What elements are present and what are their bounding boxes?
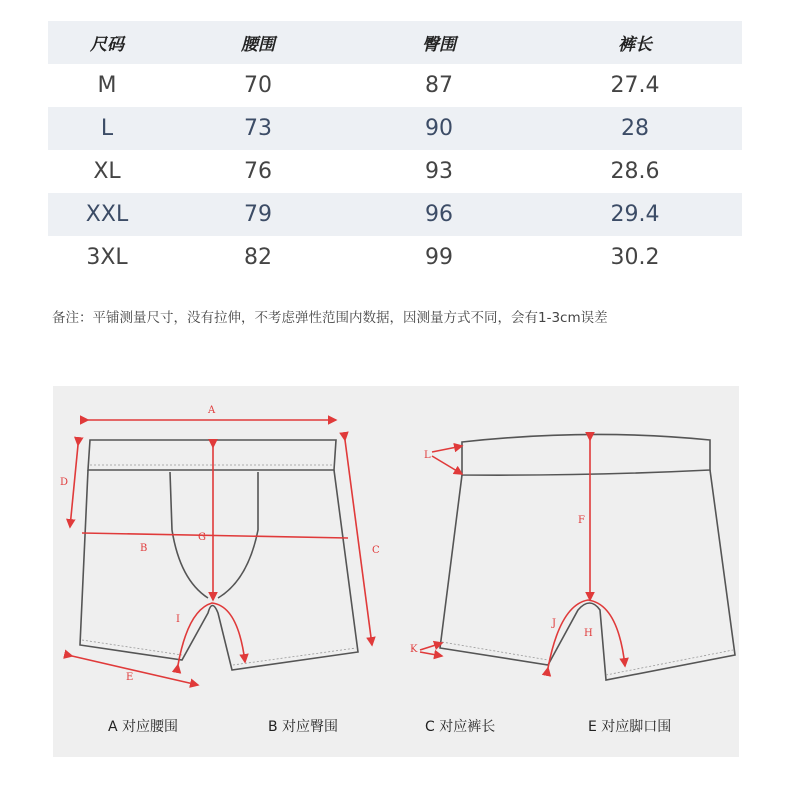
- label-j: J: [552, 618, 557, 629]
- label-d: D: [60, 477, 69, 488]
- label-g: G: [198, 532, 206, 543]
- length-cell: 28: [621, 116, 649, 141]
- length-cell: 29.4: [610, 202, 660, 227]
- caption-leg-opening: E 对应脚口围: [588, 719, 672, 735]
- header-size: 尺码: [90, 35, 124, 55]
- caption-waist: A 对应腰围: [108, 719, 179, 735]
- size-cell: 3XL: [86, 245, 128, 270]
- caption-length: C 对应裤长: [425, 719, 496, 735]
- measurement-note: 备注：平铺测量尺寸，没有拉伸，不考虑弹性范围内数据，因测量方式不同，会有1-3cm误差: [52, 310, 608, 326]
- size-cell: XL: [93, 159, 121, 184]
- table-header: [48, 21, 742, 64]
- waist-cell: 73: [244, 116, 272, 141]
- label-c: C: [372, 545, 380, 556]
- waist-cell: 79: [244, 202, 272, 227]
- length-cell: 28.6: [610, 159, 660, 184]
- diagram-panel: [53, 386, 739, 757]
- length-cell: 27.4: [610, 73, 660, 98]
- hip-cell: 90: [425, 116, 453, 141]
- hip-cell: 99: [425, 245, 453, 270]
- table-row: [48, 236, 742, 279]
- label-a: A: [208, 405, 216, 416]
- size-cell: M: [97, 73, 117, 98]
- header-waist: 腰围: [241, 35, 275, 55]
- waist-cell: 70: [244, 73, 272, 98]
- label-l: L: [424, 450, 431, 461]
- waist-cell: 82: [244, 245, 272, 270]
- table-row: [48, 193, 742, 236]
- hip-cell: 93: [425, 159, 453, 184]
- caption-hip: B 对应臀围: [268, 719, 339, 735]
- header-hip: 臀围: [422, 35, 456, 55]
- waist-cell: 76: [244, 159, 272, 184]
- label-f: F: [578, 515, 585, 526]
- table-row: [48, 150, 742, 193]
- hip-cell: 87: [425, 73, 453, 98]
- size-cell: L: [100, 116, 114, 141]
- table-row: [48, 107, 742, 150]
- size-cell: XXL: [85, 202, 129, 227]
- length-cell: 30.2: [610, 245, 660, 270]
- label-e: E: [126, 672, 134, 683]
- size-table: [48, 21, 742, 279]
- label-i: I: [176, 614, 180, 625]
- hip-cell: 96: [425, 202, 453, 227]
- label-k: K: [410, 644, 418, 655]
- label-b: B: [140, 543, 148, 554]
- table-row: [48, 64, 742, 107]
- header-length: 裤长: [618, 35, 652, 55]
- label-h: H: [584, 628, 593, 639]
